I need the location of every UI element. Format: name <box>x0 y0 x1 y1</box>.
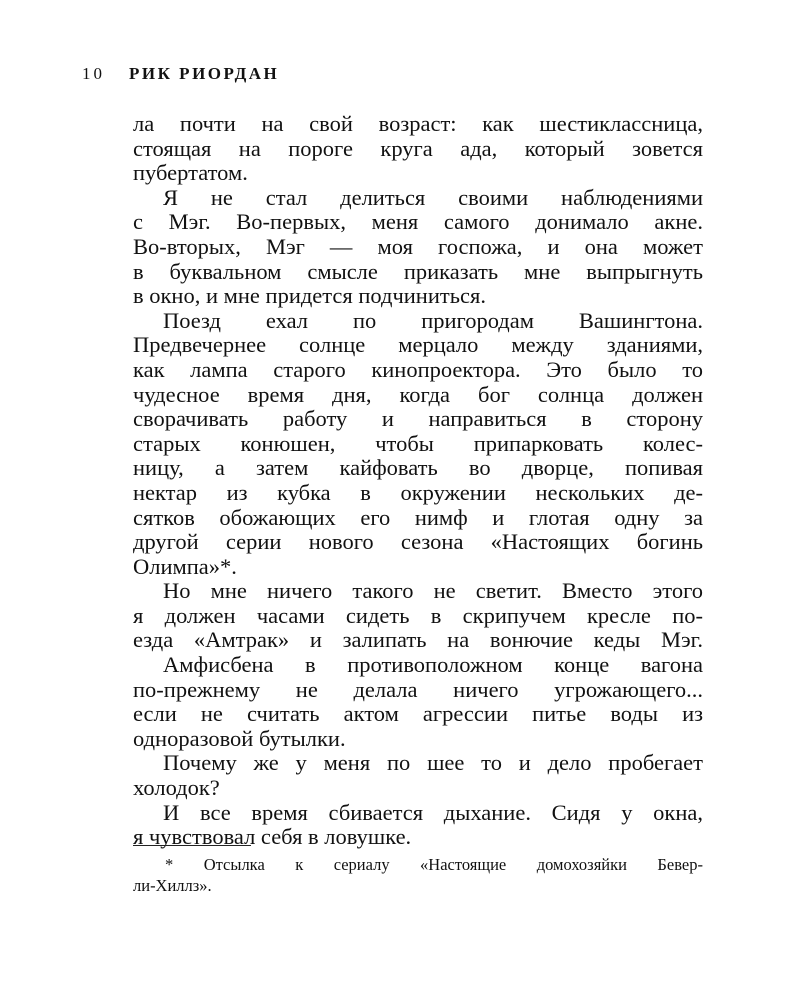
text-line: в окно, и мне придется подчиниться. <box>133 283 486 309</box>
text-line: если не считать актом агрессии питье воды из <box>133 701 703 727</box>
text-line: другой серии нового сезона «Настоящих богинь <box>133 529 703 555</box>
text-line: нектар из кубка в окружении нескольких де- <box>133 479 703 505</box>
text-line: по-прежнему не делала ничего угрожающего... <box>133 676 703 702</box>
text-line: Почему же у меня по шее то и дело пробегает <box>163 750 703 776</box>
text-line: сятков обожающих его нимф и глотая одну за <box>133 504 703 530</box>
text-line: Амфисбена в противоположном конце вагона <box>163 652 703 678</box>
text-line: езда «Амтрак» и залипать на вонючие кеды Мэг. <box>133 627 703 653</box>
footnote-line: * Отсылка к сериалу «Настоящие домохозяйки Бевер- <box>165 855 703 874</box>
text-line: Но мне ничего такого не светит. Вместо этого <box>163 578 703 604</box>
text-line: чудесное время дня, когда бог солнца должен <box>133 381 703 407</box>
text-line: Олимпа»*. <box>133 553 237 579</box>
text-line: Я не стал делиться своими наблюдениями <box>163 184 703 210</box>
text-line: ла почти на свой возраст: как шестиклассница, <box>133 111 703 136</box>
text-line: я чувствовал себя в ловушке. <box>133 824 412 850</box>
text-line: И все время сбивается дыхание. Сидя у окна, <box>163 799 703 825</box>
text-line: ницу, а затем кайфовать во дворце, попивая <box>133 455 703 481</box>
text-line: пубертатом. <box>133 160 248 186</box>
text-line: Во-вторых, Мэг — моя госпожа, и она может <box>133 233 703 259</box>
text-line: я должен часами сидеть в скрипучем кресле по- <box>133 602 703 628</box>
footnote-line: ли-Хиллз». <box>133 876 212 895</box>
author-name: РИК РИОРДАН <box>129 64 280 83</box>
text-line: сворачивать работу и направиться в сторону <box>133 406 703 432</box>
text-line: Предвечернее солнце мерцало между зданиями, <box>133 332 703 358</box>
page-number: 10 <box>82 64 105 83</box>
text-line: как лампа старого кинопроектора. Это было то <box>133 356 703 382</box>
text-line: с Мэг. Во-первых, меня самого донимало акне. <box>133 209 703 235</box>
text-line: Поезд ехал по пригородам Вашингтона. <box>163 307 703 333</box>
text-line: стоящая на пороге круга ада, который зовется <box>133 135 703 161</box>
footnote <box>133 854 703 896</box>
text-line: старых конюшен, чтобы припарковать колес- <box>133 430 703 456</box>
running-head <box>82 64 279 84</box>
text-line: в буквальном смысле приказать мне выпрыгнуть <box>133 258 703 284</box>
text-line: холодок? <box>133 775 220 801</box>
body-text <box>133 112 703 850</box>
text-line: одноразовой бутылки. <box>133 725 346 751</box>
footnote-rule <box>133 845 251 846</box>
